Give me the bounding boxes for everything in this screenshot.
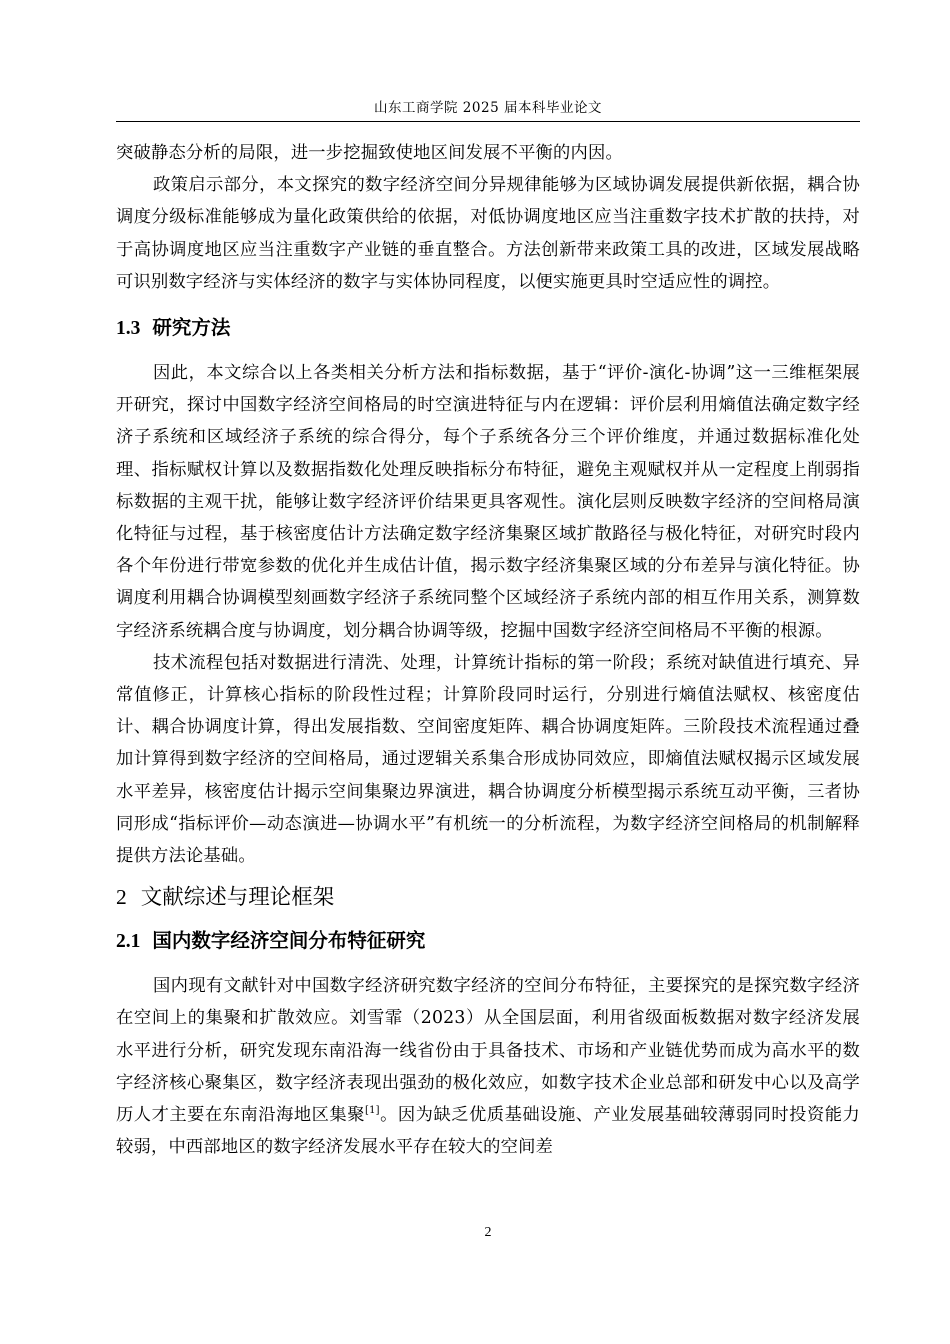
running-header: 山东工商学院 2025 届本科毕业论文	[374, 100, 602, 116]
citation-reference[interactable]: [1]	[365, 1105, 380, 1117]
paragraph-text: 。因为缺乏优质基础设施、产业发展基础较薄弱同时投资能力较弱，中西部地区的数字经济发展水平存在较大的空间差	[116, 1105, 860, 1158]
section-number: 2.1	[116, 931, 141, 953]
paragraph-domestic-literature	[116, 970, 860, 1163]
paragraph-continuation: 突破静态分析的局限，进一步挖掘致使地区间发展不平衡的内因。	[116, 143, 623, 163]
chapter-title: 文献综述与理论框架	[140, 885, 335, 911]
section-number: 1.3	[116, 318, 141, 340]
paragraph-policy-implications: 政策启示部分，本文探究的数字经济空间分异规律能够为区域协调发展提供新依据，耦合协调度分级标准能够成为量化政策供给的依据，对低协调度地区应当注重数字技术扩散的扶持，对于高协调度地区应当注重数字产业链的垂直整合。方法创新带来政策工具的改进，区域发展战略可识别数字经济与实体经济的数字与实体协同程度，以便实施更具时空适应性的调控。	[116, 175, 860, 292]
page-body	[116, 137, 860, 1163]
chapter-heading-2	[116, 880, 860, 915]
page-number: 2	[484, 1225, 492, 1240]
paragraph-technical-process: 技术流程包括对数据进行清洗、处理，计算统计指标的第一阶段；系统对缺值进行填充、异常值修正，计算核心指标的阶段性过程；计算阶段同时运行，分别进行熵值法赋权、核密度估计、耦合协调度计算，得出发展指数、空间密度矩阵、耦合协调度矩阵。三阶段技术流程通过叠加计算得到数字经济的空间格局，通过逻辑关系集合形成协同效应，即熵值法赋权揭示区域发展水平差异，核密度估计揭示空间集聚边界演进，耦合协调度分析模型揭示系统互动平衡，三者协同形成“指标评价—动态演进—协调水平”有机统一的分析流程，为数字经济空间格局的机制解释提供方法论基础。	[116, 652, 860, 867]
section-heading-2-1	[116, 925, 860, 958]
header-rule	[116, 121, 860, 122]
paragraph-research-framework: 因此，本文综合以上各类相关分析方法和指标数据，基于“评价-演化-协调”这一三维框架展开研究，探讨中国数字经济空间格局的时空演进特征与内在逻辑：评价层利用熵值法确定数字经济子系统和区域经济子系统的综合得分，每个子系统各分三个评价维度，并通过数据标准化处理、指标赋权计算以及数据指数化处理反映指标分布特征，避免主观赋权并从一定程度上削弱指标数据的主观干扰，能够让数字经济评价结果更具客观性。演化层则反映数字经济的空间格局演化特征与过程，基于核密度估计方法确定数字经济集聚区域扩散路径与极化特征，对研究时段内各个年份进行带宽参数的优化并生成估计值，揭示数字经济集聚区域的分布差异与演化特征。协调度利用耦合协调模型刻画数字经济子系统同整个区域经济子系统内部的相互作用关系，测算数字经济系统耦合度与协调度，划分耦合协调等级，挖掘中国数字经济空间格局不平衡的根源。	[116, 363, 860, 641]
chapter-number: 2	[116, 885, 127, 910]
section-heading-1-3	[116, 312, 860, 345]
section-title: 国内数字经济空间分布特征研究	[152, 929, 426, 953]
section-title: 研究方法	[152, 316, 231, 340]
paragraph-text: 国内现有文献针对中国数字经济研究数字经济的空间分布特征，主要探究的是探究数字经济在空间上的集聚和扩散效应。刘雪霏（2023）从全国层面，利用省级面板数据对数字经济发展水平进行分析，研究发现东南沿海一线省份由于具备技术、市场和产业链优势而成为高水平的数字经济核心聚集区，数字经济表现出强劲的极化效应，如数字技术企业总部和研发中心以及高学历人才主要在东南沿海地区集聚	[116, 976, 860, 1126]
